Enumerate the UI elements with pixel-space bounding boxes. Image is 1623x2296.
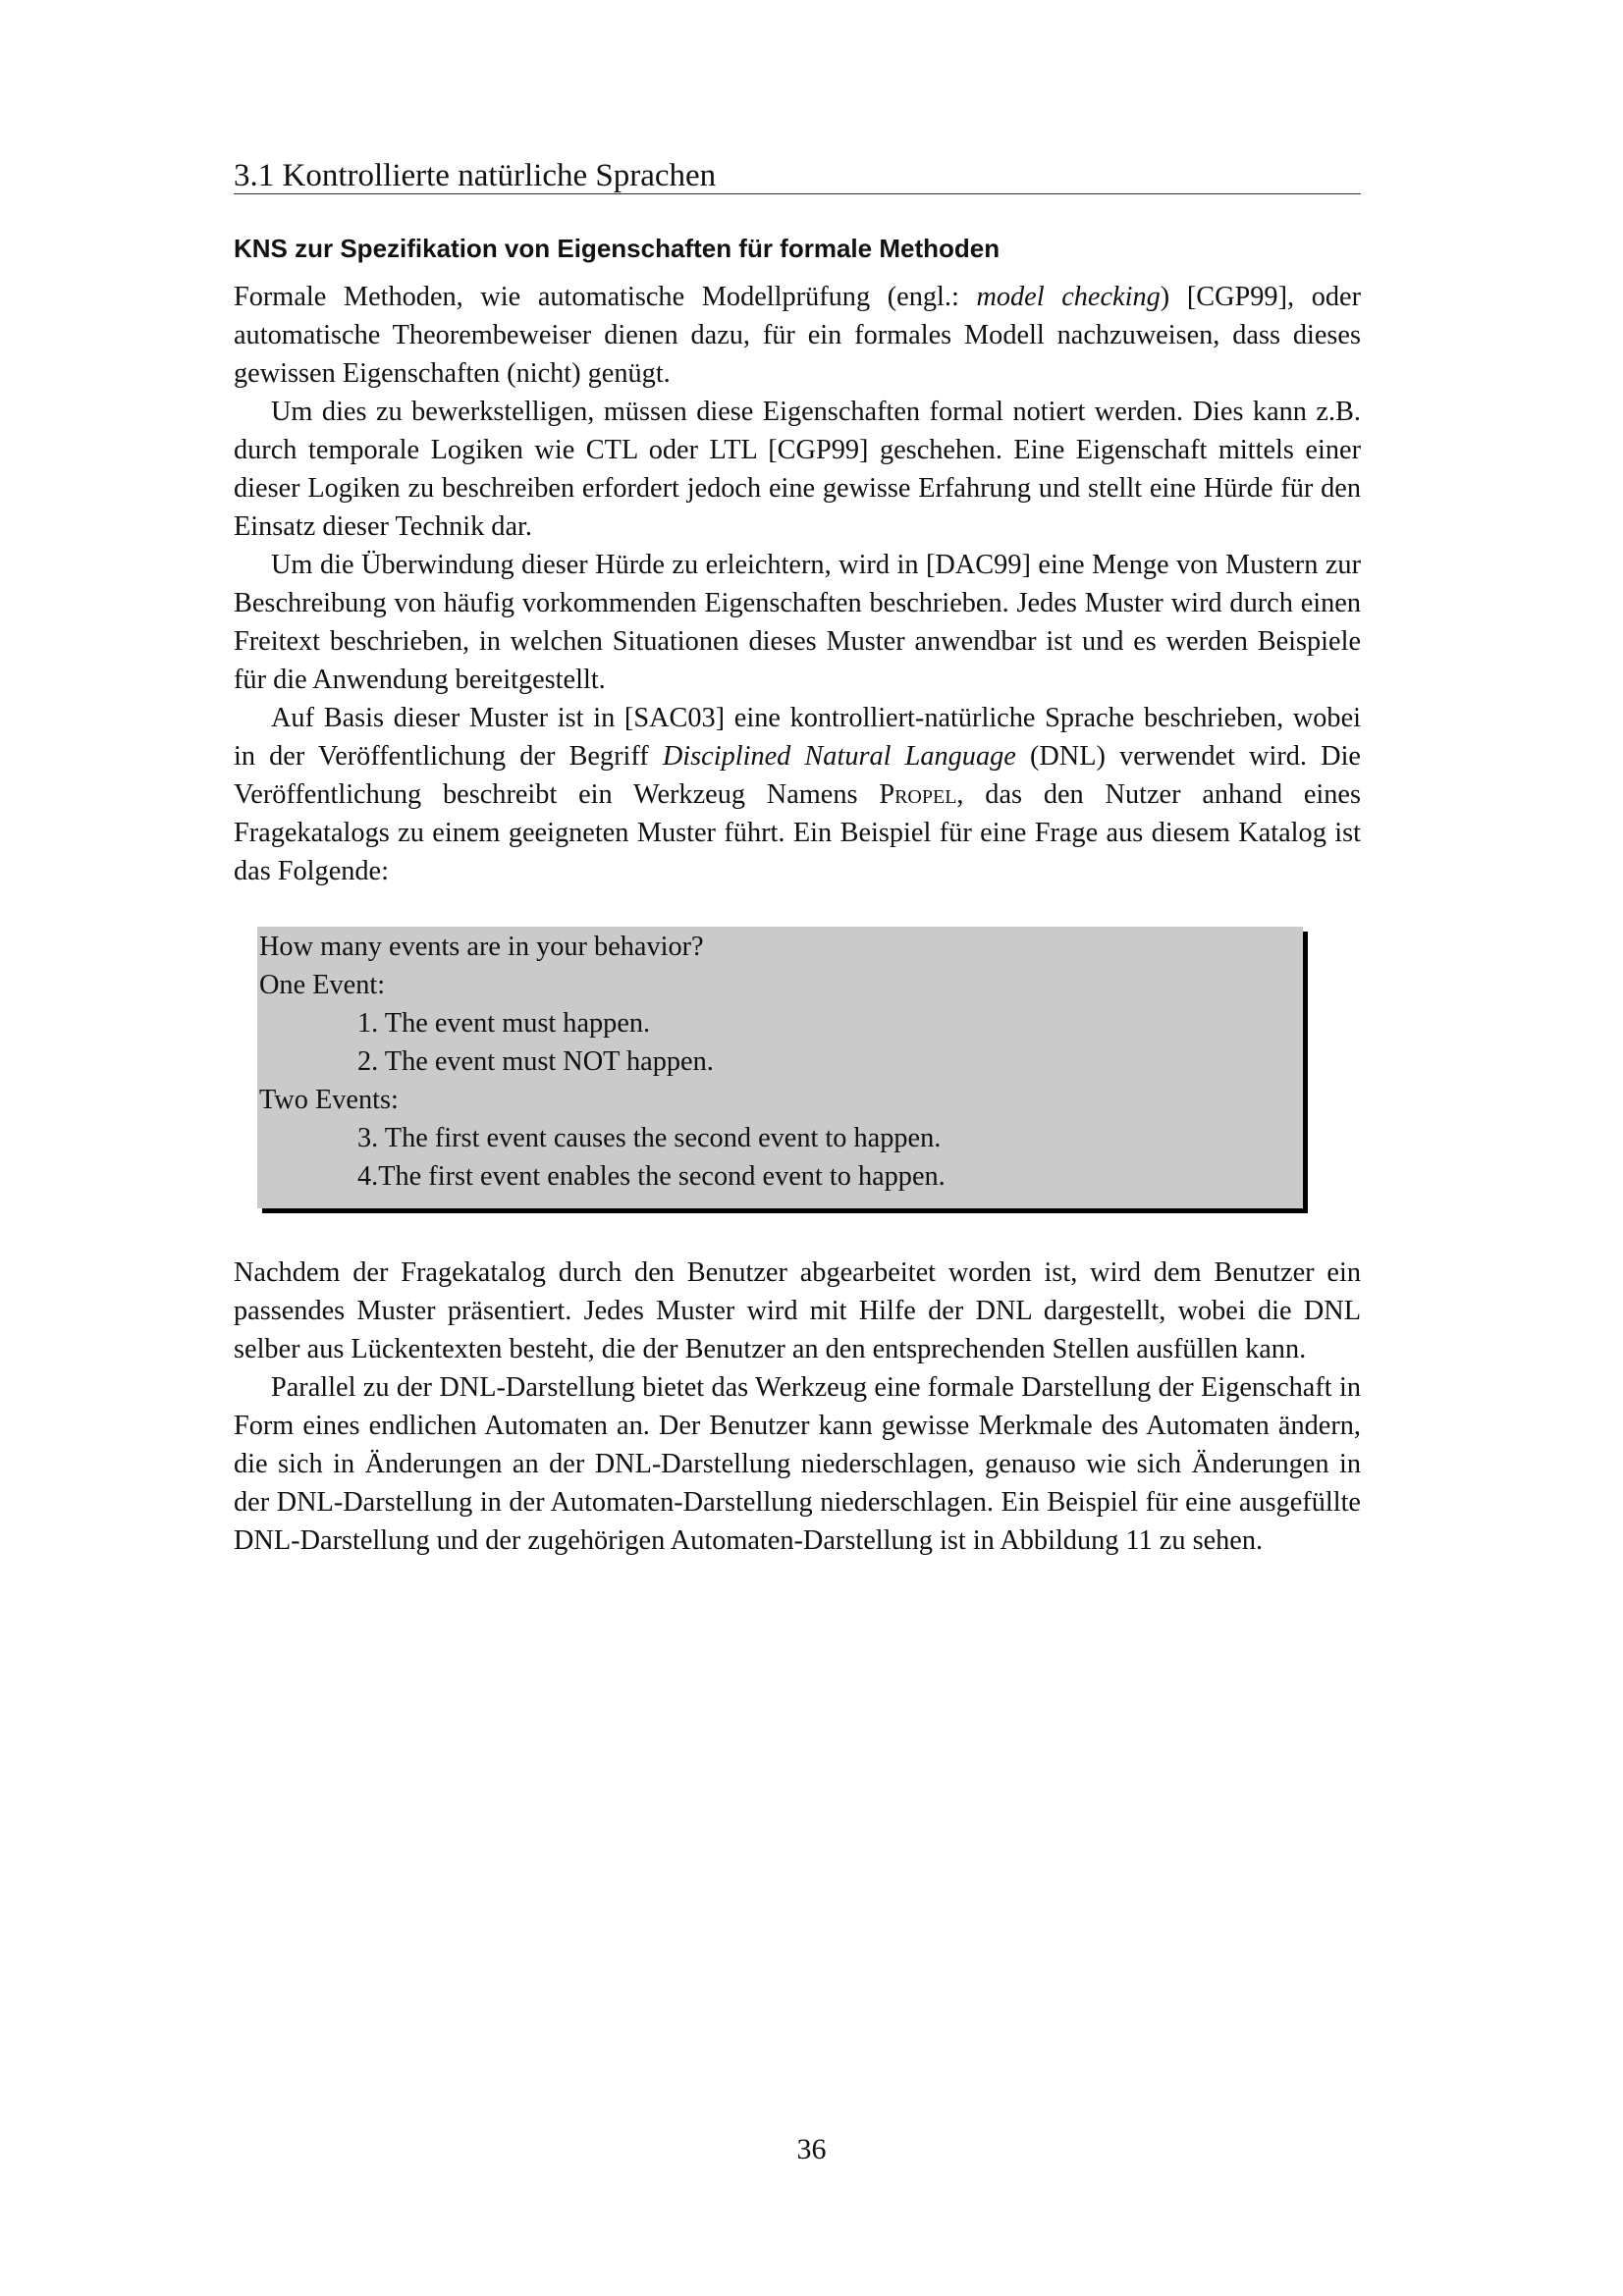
example-item: 2. The event must NOT happen. — [357, 1046, 714, 1077]
paragraph-4 — [234, 699, 1361, 890]
example-question-box — [257, 927, 1303, 1208]
example-item: 3. The first event causes the second event to happen. — [357, 1123, 942, 1153]
paragraph-1 — [234, 278, 1361, 393]
term-model-checking: model checking — [976, 282, 1161, 312]
example-item: 1. The event must happen. — [357, 1008, 651, 1039]
section-heading: KNS zur Spezifikation von Eigenschaften für formale Methoden — [234, 234, 1001, 263]
example-question: How many events are in your behavior? — [259, 932, 704, 962]
term-disciplined-natural-language: Disciplined Natural Language — [662, 741, 1016, 772]
paragraph-2: Um dies zu bewerkstelligen, müssen diese Eigenschaften formal notiert werden. Dies kann z.B. durch temporale Logiken wie CTL oder LTL [CGP99] geschehen. Eine Eigenschaft mittels einer dieser Logiken zu beschreiben erfordert jedoch eine gewisse Erfahrung und stellt eine Hürde für den Einsatz dieser Technik dar. — [234, 397, 1361, 542]
running-head: 3.1 Kontrollierte natürliche Sprachen — [234, 158, 717, 193]
body-text-upper — [234, 278, 1361, 890]
paragraph-3: Um die Überwindung dieser Hürde zu erleichtern, wird in [DAC99] eine Menge von Mustern zur Beschreibung von häufig vorkommenden Eigenschaften beschrieben. Jedes Muster wird durch einen Freitext beschrieben, in welchen Situationen dieses Muster anwendbar ist und es werden Beispiele für die Anwendung bereitgestellt. — [234, 550, 1361, 695]
example-group-label: Two Events: — [259, 1085, 399, 1115]
paragraph-1-text-a: Formale Methoden, wie automatische Modellprüfung (engl.: — [234, 282, 977, 312]
paragraph-6: Parallel zu der DNL-Darstellung bietet das Werkzeug eine formale Darstellung der Eigenschaft in Form eines endlichen Automaten an. Der Benutzer kann gewisse Merkmale des Automaten ändern, die sich in Änderungen an der DNL-Darstellung niederschlagen, genauso wie sich Änderungen in der DNL-Darstellung in der Automaten-Darstellung niederschlagen. Ein Beispiel für eine ausgefüllte DNL-Darstellung und der zugehörigen Automaten-Darstellung ist in Abbildung 11 zu sehen. — [234, 1372, 1361, 1556]
paragraph-4-text-c: , das den Nutzer anhand eines Fragekatalogs zu einem geeigneten Muster führt. Ein Beispiel für eine Frage aus diesem Katalog ist das Folgende: — [234, 779, 1361, 886]
body-text-lower — [234, 1254, 1361, 1560]
paragraph-5: Nachdem der Fragekatalog durch den Benutzer abgearbeitet worden ist, wird dem Benutzer ein passendes Muster präsentiert. Jedes Muster wird mit Hilfe der DNL dargestellt, wobei die DNL selber aus Lückentexten besteht, die der Benutzer an den entsprechenden Stellen ausfüllen kann. — [234, 1257, 1361, 1364]
paragraph-1-text-b: ) [CGP99], oder automatische Theorembeweiser dienen dazu, für ein formales Modell nachzuweisen, dass dieses gewissen Eigenschaften (nicht) genügt. — [234, 282, 1361, 389]
paragraph-4-text-b: (DNL) verwendet wird. Die Veröffentlichung beschreibt ein Werkzeug Namens — [234, 741, 1361, 810]
tool-name-propel: Propel — [879, 779, 957, 810]
paragraph-4-text-a: Auf Basis dieser Muster ist in [SAC03] eine kontrolliert-natürliche Sprache beschrieben, wobei in der Veröffentlichung der Begriff — [234, 703, 1361, 772]
example-group-label: One Event: — [259, 970, 386, 1000]
page-number: 36 — [796, 2133, 827, 2165]
header-rule — [234, 193, 1361, 194]
example-item: 4.The first event enables the second event to happen. — [357, 1161, 946, 1192]
